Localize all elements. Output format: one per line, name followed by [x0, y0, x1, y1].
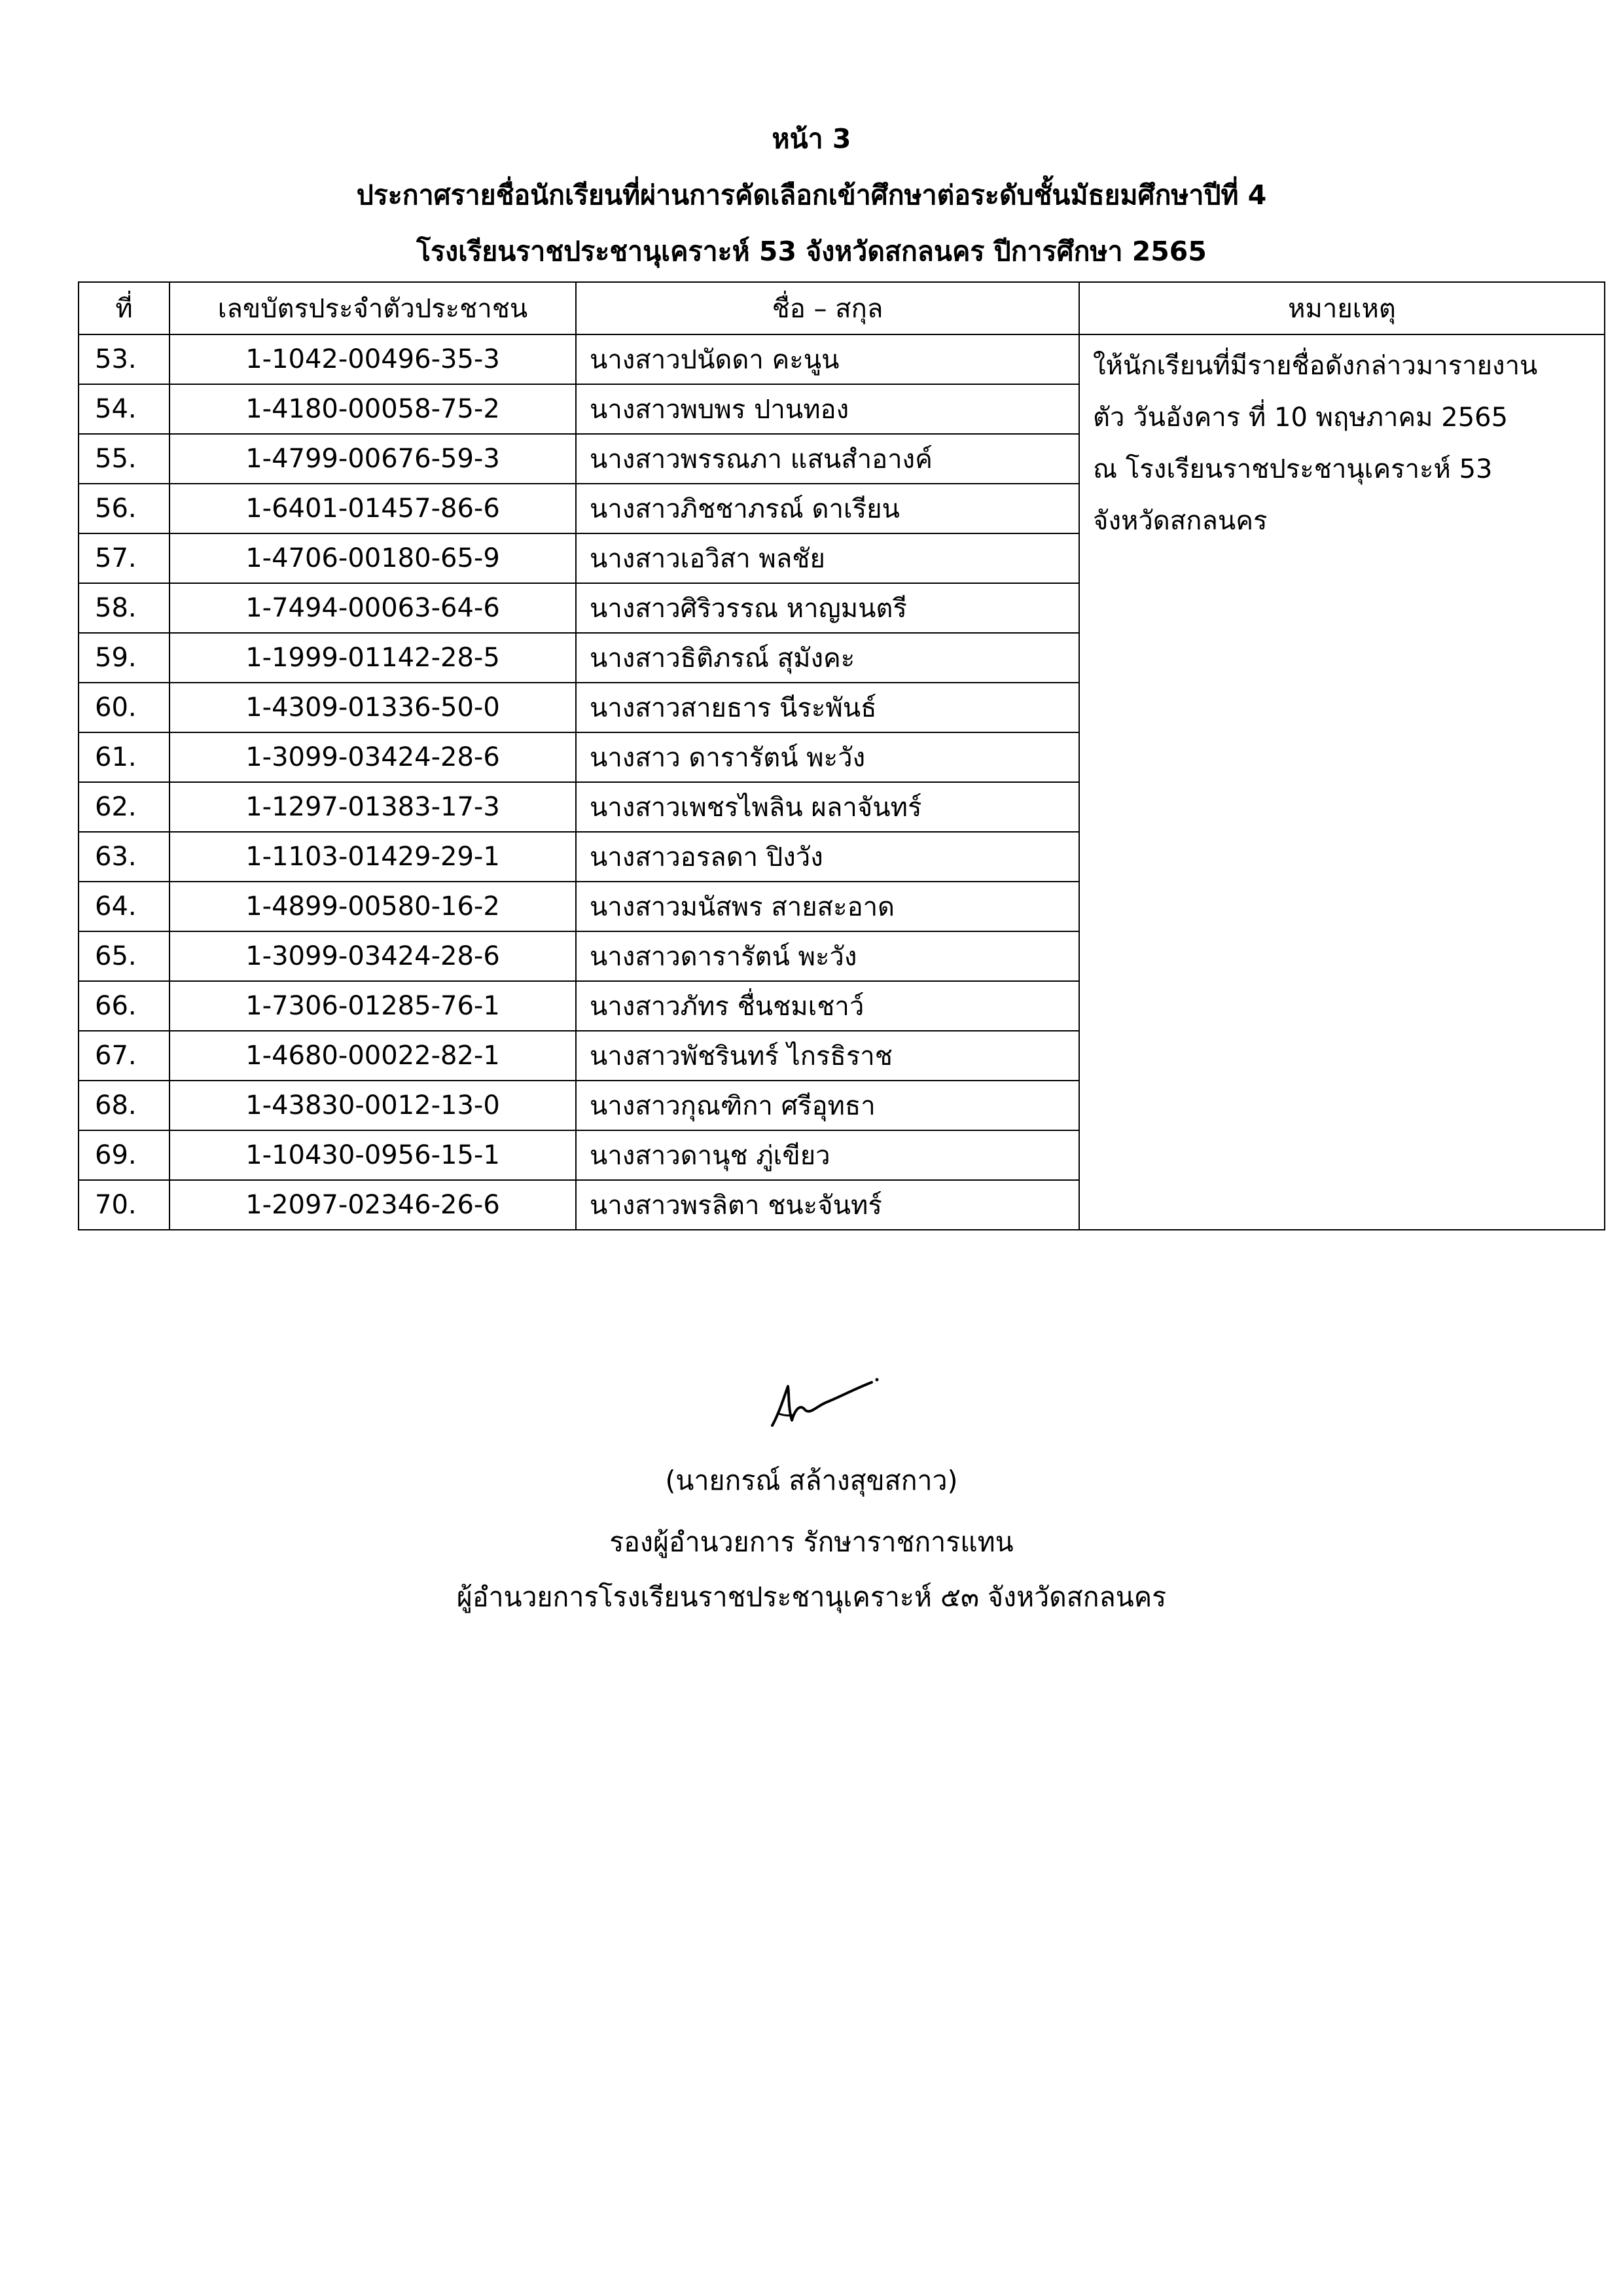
remark-line: ตัว วันอังคาร ที่ 10 พฤษภาคม 2565 [1093, 403, 1508, 433]
row-number: 68. [79, 1081, 169, 1130]
row-id-number: 1-4680-00022-82-1 [169, 1031, 576, 1081]
handwritten-signature [759, 1368, 890, 1446]
row-number: 53. [79, 334, 169, 384]
row-number: 58. [79, 583, 169, 633]
row-full-name: นางสาวพัชรินทร์ ไกรธิราช [576, 1031, 1079, 1081]
row-number: 64. [79, 882, 169, 931]
signatory-name: (นายกรณ์ สล้างสุขสกาว) [665, 1465, 958, 1496]
row-full-name: นางสาวดานุช ภู่เขียว [576, 1130, 1079, 1180]
row-full-name: นางสาวภัทร ชื่นชมเชาว์ [576, 981, 1079, 1031]
table-row [79, 334, 1605, 384]
row-number: 70. [79, 1180, 169, 1230]
row-id-number: 1-4799-00676-59-3 [169, 434, 576, 484]
remark-line: จังหวัดสกลนคร [1093, 506, 1268, 536]
row-number: 62. [79, 782, 169, 832]
row-id-number: 1-7494-00063-64-6 [169, 583, 576, 633]
signatory-position-director: ผู้อำนวยการโรงเรียนราชประชานุเคราะห์ ๕๓ จังหวัดสกลนคร [456, 1581, 1167, 1613]
row-id-number: 1-7306-01285-76-1 [169, 981, 576, 1031]
row-number: 63. [79, 832, 169, 882]
row-id-number: 1-43830-0012-13-0 [169, 1081, 576, 1130]
row-full-name: นางสาวอรลดา ปิงวัง [576, 832, 1079, 882]
row-full-name: นางสาวเพชรไพลิน ผลาจันทร์ [576, 782, 1079, 832]
row-id-number: 1-4706-00180-65-9 [169, 533, 576, 583]
row-full-name: นางสาวภิชชาภรณ์ ดาเรียน [576, 484, 1079, 533]
row-number: 66. [79, 981, 169, 1031]
row-full-name: นางสาวปนัดดา คะนูน [576, 334, 1079, 384]
row-id-number: 1-2097-02346-26-6 [169, 1180, 576, 1230]
document-title [0, 169, 1623, 221]
student-roster-table [78, 281, 1605, 1230]
table-header [79, 282, 1605, 334]
remark-line: ให้นักเรียนที่มีรายชื่อดังกล่าวมารายงาน [1093, 351, 1538, 381]
row-id-number: 1-1297-01383-17-3 [169, 782, 576, 832]
row-id-number: 1-4309-01336-50-0 [169, 683, 576, 732]
row-number: 61. [79, 732, 169, 782]
row-number: 56. [79, 484, 169, 533]
row-id-number: 1-4899-00580-16-2 [169, 882, 576, 931]
row-full-name: นางสาวพบพร ปานทอง [576, 384, 1079, 434]
column-header-remark: หมายเหตุ [1079, 282, 1605, 334]
school-subtitle [0, 225, 1623, 278]
remark-line: ณ โรงเรียนราชประชานุเคราะห์ 53 [1093, 454, 1493, 484]
remark-cell [1079, 334, 1605, 1230]
row-id-number: 1-1999-01142-28-5 [169, 633, 576, 683]
row-full-name: นางสาวมนัสพร สายสะอาด [576, 882, 1079, 931]
row-number: 59. [79, 633, 169, 683]
row-number: 67. [79, 1031, 169, 1081]
row-number: 54. [79, 384, 169, 434]
row-full-name: นางสาว ดารารัตน์ พะวัง [576, 732, 1079, 782]
row-full-name: นางสาวพรรณภา แสนสำอางค์ [576, 434, 1079, 484]
row-number: 69. [79, 1130, 169, 1180]
signatory-position-acting: รองผู้อำนวยการ รักษาราชการแทน [609, 1526, 1014, 1558]
page-number [0, 113, 1623, 165]
table-body [79, 334, 1605, 1230]
row-full-name: นางสาวศิริวรรณ หาญมนตรี [576, 583, 1079, 633]
column-header-id: เลขบัตรประจำตัวประชาชน [169, 282, 576, 334]
row-id-number: 1-3099-03424-28-6 [169, 732, 576, 782]
row-id-number: 1-10430-0956-15-1 [169, 1130, 576, 1180]
row-full-name: นางสาวธิติภรณ์ สุมังคะ [576, 633, 1079, 683]
row-number: 65. [79, 931, 169, 981]
row-number: 60. [79, 683, 169, 732]
row-id-number: 1-6401-01457-86-6 [169, 484, 576, 533]
school-subtitle-text: โรงเรียนราชประชานุเคราะห์ 53 จังหวัดสกลนคร ปีการศึกษา 2565 [416, 236, 1207, 267]
row-number: 55. [79, 434, 169, 484]
row-id-number: 1-3099-03424-28-6 [169, 931, 576, 981]
row-id-number: 1-1103-01429-29-1 [169, 832, 576, 882]
row-full-name: นางสาวเอวิสา พลชัย [576, 533, 1079, 583]
column-header-number: ที่ [79, 282, 169, 334]
row-id-number: 1-4180-00058-75-2 [169, 384, 576, 434]
document-title-text: ประกาศรายชื่อนักเรียนที่ผ่านการคัดเลือกเข้าศึกษาต่อระดับชั้นมัธยมศึกษาปีที่ 4 [356, 179, 1267, 211]
row-id-number: 1-1042-00496-35-3 [169, 334, 576, 384]
row-full-name: นางสาวกุณฑิกา ศรีอุทธา [576, 1081, 1079, 1130]
header-row [79, 282, 1605, 334]
row-full-name: นางสาวสายธาร นีระพันธ์ [576, 683, 1079, 732]
column-header-name: ชื่อ – สกุล [576, 282, 1079, 334]
row-full-name: นางสาวพรลิตา ชนะจันทร์ [576, 1180, 1079, 1230]
row-full-name: นางสาวดารารัตน์ พะวัง [576, 931, 1079, 981]
row-number: 57. [79, 533, 169, 583]
page-number-text: หน้า 3 [772, 123, 851, 154]
